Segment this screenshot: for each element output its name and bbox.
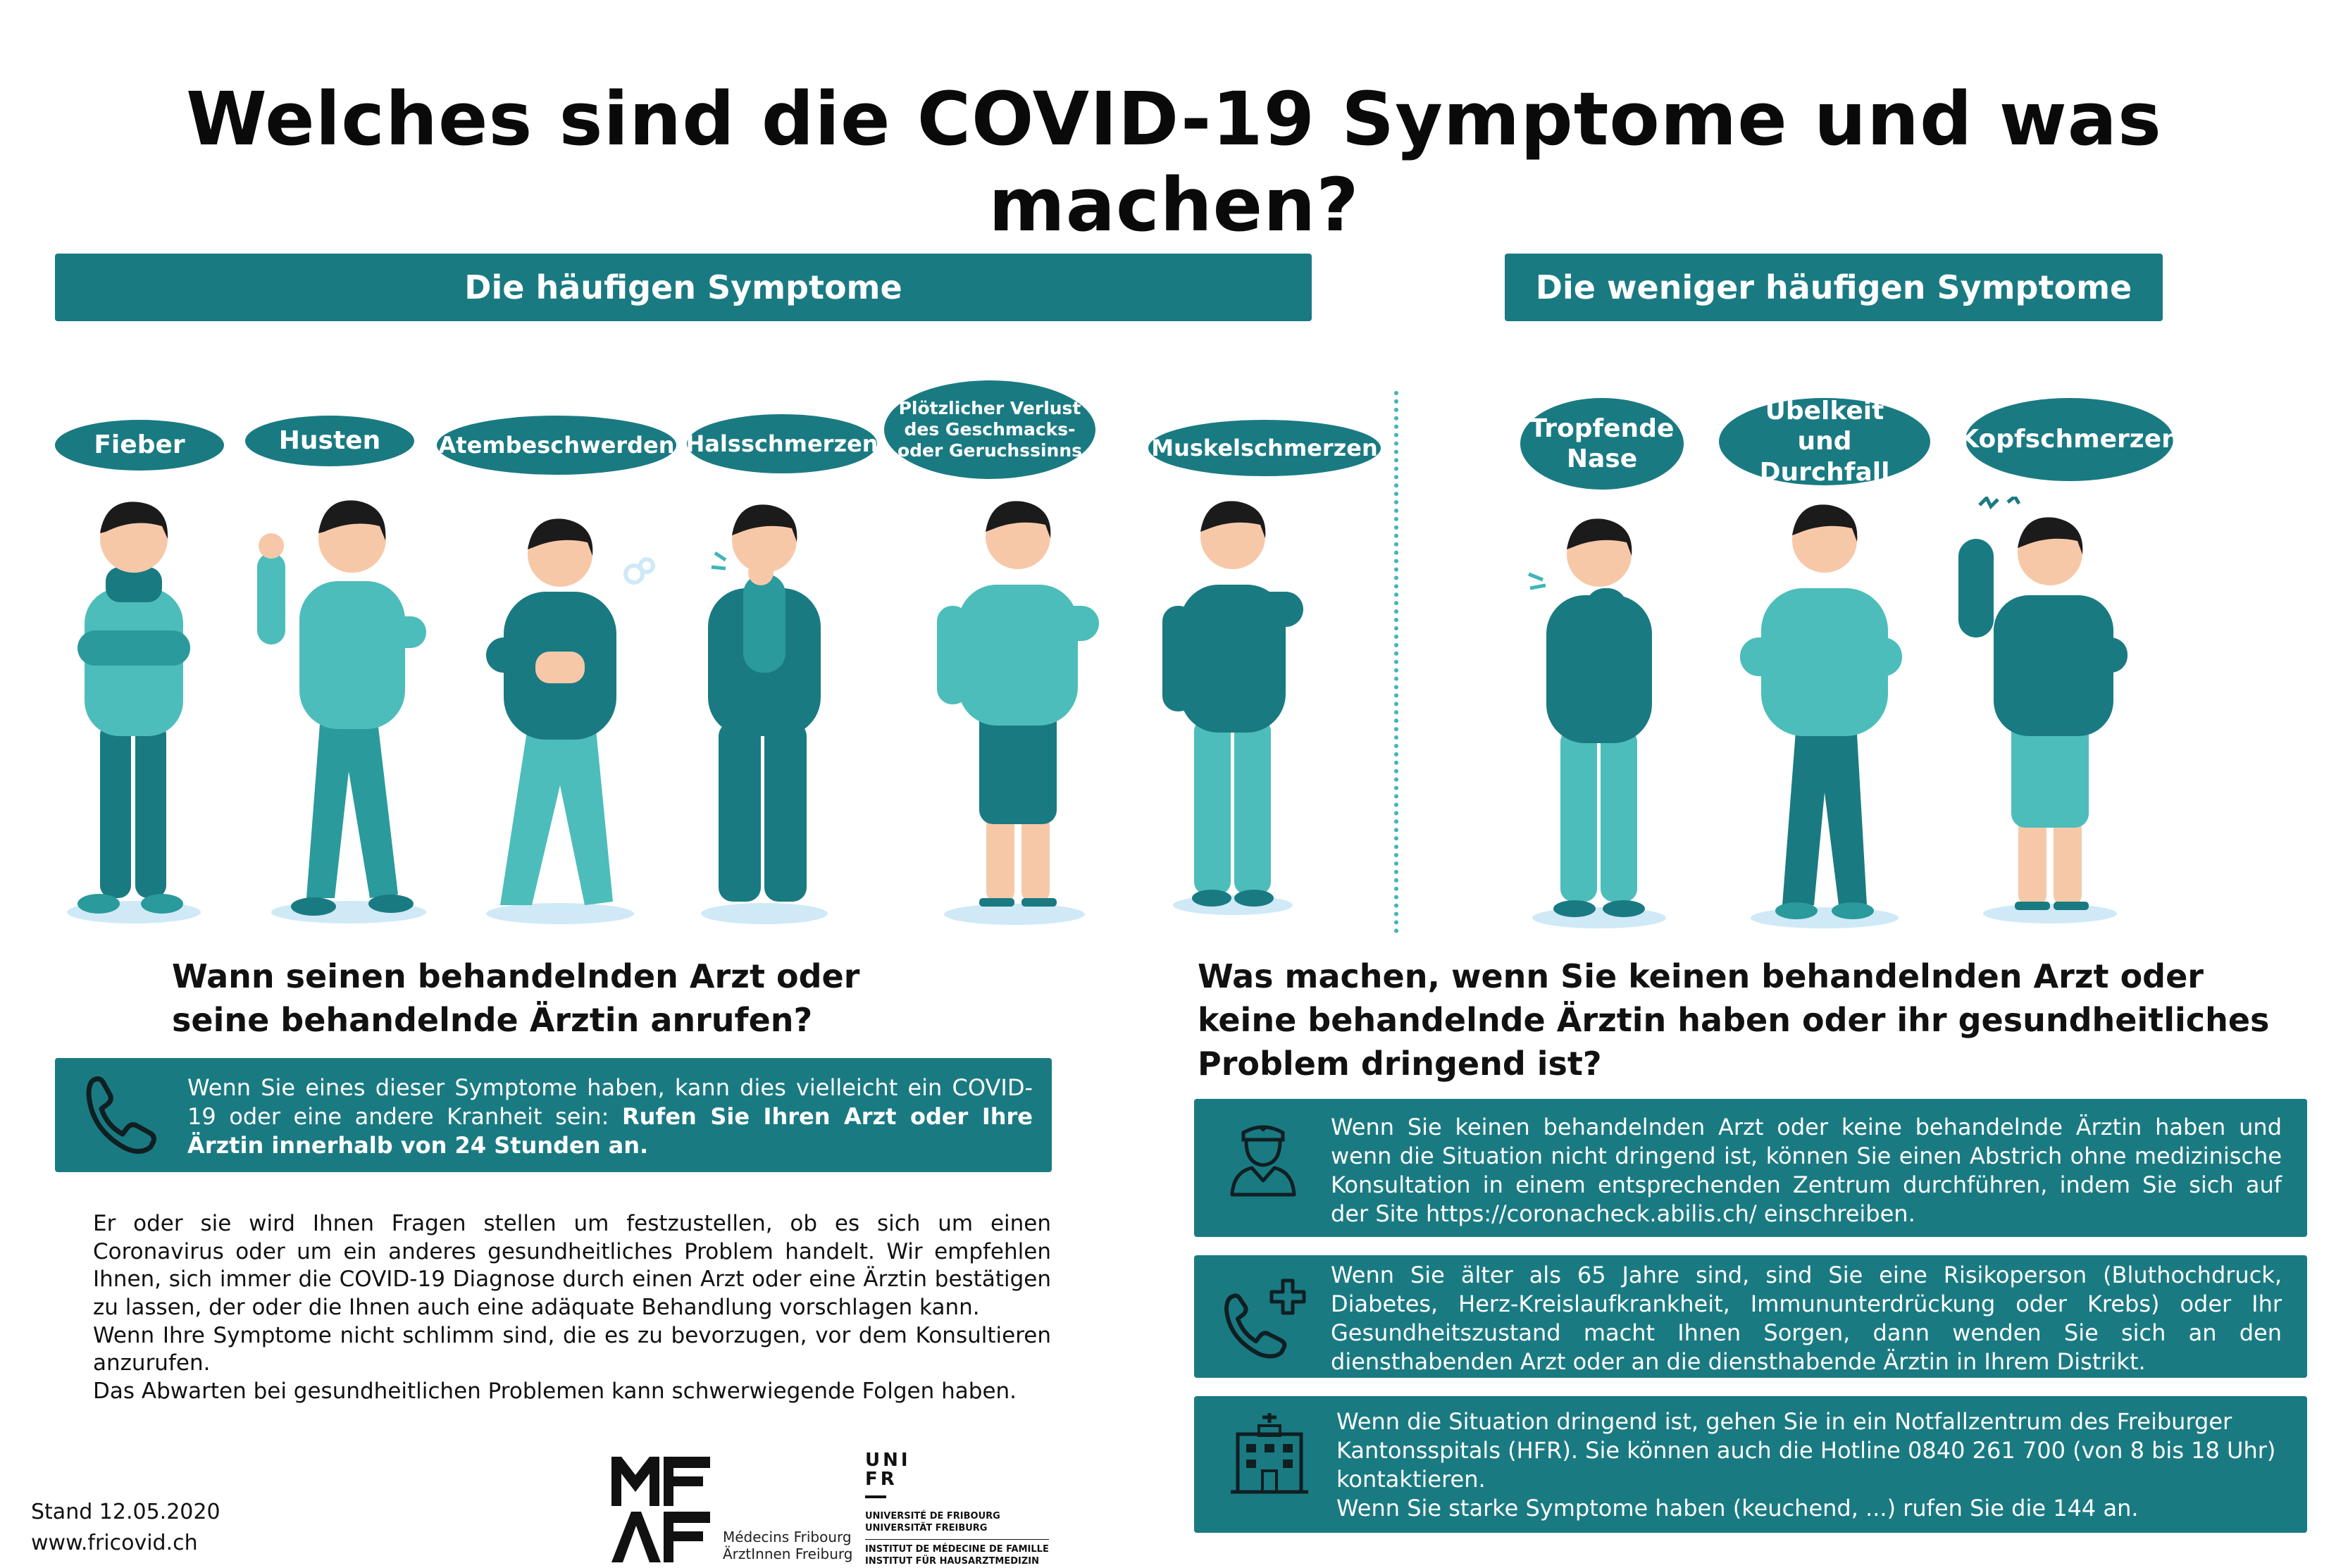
person-cough-illustration [250,490,447,926]
left-heading [172,954,1088,1042]
call-doctor-text: Wenn Sie eines dieser Symptome haben, kann dies vielleicht ein COVID-19 oder eine andere Kranheit sein: Rufen Sie Ihren Arzt oder Ihre Ärztin innerhalb von 24 Stunden an. [187,1074,1033,1159]
call-doctor-box [55,1058,1052,1172]
person-fever-illustration [56,490,211,926]
left-heading-line2: seine behandelnde Ärztin anrufen? [172,1001,813,1040]
footer-date: Stand 12.05.2020 [31,1500,220,1524]
emergency-text-2: Wenn Sie starke Symptome haben (keuchend, ...) rufen Sie die 144 an. [1336,1494,2139,1522]
person-nausea-illustration [1726,497,1923,930]
right-heading: Was machen, wenn Sie keinen behandelnden Arzt oder keine behandelnde Ärztin haben oder ihr gesundheitliches Problem dringend ist? [1198,957,2270,1083]
symptom-label-geschmack: Plötzlicher Verlust des Geschmacks- oder Geruchssinns [884,380,1095,479]
symptom-label-uebelkeit: Übelkeit und Durchfall [1719,398,1930,485]
left-paragraph-2: Wenn Ihre Symptome nicht schlimm sind, die es zu bevorzugen, vor dem Konsultieren anzurufen. [93,1322,1051,1376]
footer-url[interactable]: www.fricovid.ch [31,1530,198,1555]
symptom-label-halsschmerzen: Halsschmerzen [687,414,877,473]
phone-icon [83,1074,161,1157]
person-smell-loss-illustration [923,493,1106,926]
unifr-logo [865,1451,911,1498]
unifr-bar [865,1495,886,1498]
mfaf-logo-text [723,1529,852,1562]
unifr-line4: INSTITUT FÜR HAUSARZTMEDIZIN [865,1555,1039,1567]
left-heading-line1: Wann seinen behandelnden Arzt oder [172,957,860,995]
banner-common-symptoms: Die häufigen Symptome [55,254,1312,321]
risk-person-box [1194,1255,2307,1378]
left-paragraph-1: Er oder sie wird Ihnen Fragen stellen um festzustellen, ob es sich um einen Coronavirus oder um ein anderes gesundheitliches Problem handelt. Wir empfehlen Ihnen, sich immer die COVID-19 Diagnose durch einen Arzt oder eine Ärztin bestätigen zu lassen, der oder die Ihnen auch eine adäquate Behandlung vorschlagen kann. [93,1211,1051,1321]
left-paragraph-3: Das Abwarten bei gesundheitlichen Problemen kann schwerwiegende Folgen haben. [93,1379,1017,1405]
unifr-rule [865,1539,1049,1540]
person-breathing-illustration [465,511,655,926]
unifr-logo-text [865,1511,1049,1568]
hospital-icon [1231,1413,1308,1498]
unifr-line2: UNIVERSITÄT FREIBURG [865,1522,988,1533]
person-sore-throat-illustration [687,497,842,926]
unifr-line1: UNIVERSITÉ DE FRIBOURG [865,1511,1000,1522]
mfaf-line2: ÄrztInnen Freiburg [723,1545,853,1562]
doctor-icon [1228,1113,1298,1197]
symptom-label-kopfschmerzen: Kopfschmerzen [1965,398,2173,481]
symptom-label-tropfende-nase: Tropfende Nase [1520,398,1684,490]
person-headache-illustration [1951,497,2142,926]
person-runny-nose-illustration [1522,511,1677,930]
person-muscle-pain-illustration [1155,493,1310,916]
left-body-text [93,1210,1051,1406]
section-divider [1394,391,1398,933]
symptom-label-husten: Husten [245,416,414,466]
risk-person-text: Wenn Sie älter als 65 Jahre sind, sind Sie eine Risikoperson (Bluthochdruck, Diabetes, Herz-Kreislaufkrankheit, Immununterdrückung oder Krebs) oder Ihr Gesundheitszustand macht Ihnen Sorgen, dann wenden Sie sich an den diensthabenden Arzt oder an die diensthabende Ärztin in Ihrem Distrikt. [1331,1262,2282,1375]
symptom-label-muskelschmerzen: Muskelschmerzen [1148,420,1381,476]
no-doctor-box [1194,1099,2307,1237]
page-title: Welches sind die COVID-19 Symptome und was machen? [186,76,2162,248]
symptom-label-atembeschwerden: Atembeschwerden [437,416,676,475]
banner-less-common-symptoms: Die weniger häufigen Symptome [1505,254,2163,321]
footer-info [31,1497,220,1558]
unifr-mark-2: FR [865,1469,897,1491]
emergency-text-1: Wenn die Situation dringend ist, gehen Sie in ein Notfallzentrum des Freiburger Kantonsspitals (HFR). Sie können auch die Hotline 0840 261 700 (von 8 bis 18 Uhr) kontaktieren. [1336,1408,2276,1493]
emergency-text [1336,1407,2280,1523]
mfaf-line1: Médecins Fribourg [723,1529,852,1545]
unifr-mark-1: UNI [865,1450,911,1471]
unifr-line3: INSTITUT DE MÉDECINE DE FAMILLE [865,1543,1049,1555]
symptom-label-fieber: Fieber [55,420,224,471]
mfaf-logo [611,1457,710,1562]
no-doctor-text: Wenn Sie keinen behandelnden Arzt oder keine behandelnde Ärztin haben und wenn die Situation nicht dringend ist, können Sie einen Abstrich ohne medizinische Konsultation in einem entsprechenden Zentrum durchführen, indem Sie sich auf der Site https://coronacheck.abilis.ch/ einschreiben. [1331,1114,2282,1227]
emergency-box [1194,1396,2307,1533]
phone-plus-icon [1222,1275,1307,1359]
